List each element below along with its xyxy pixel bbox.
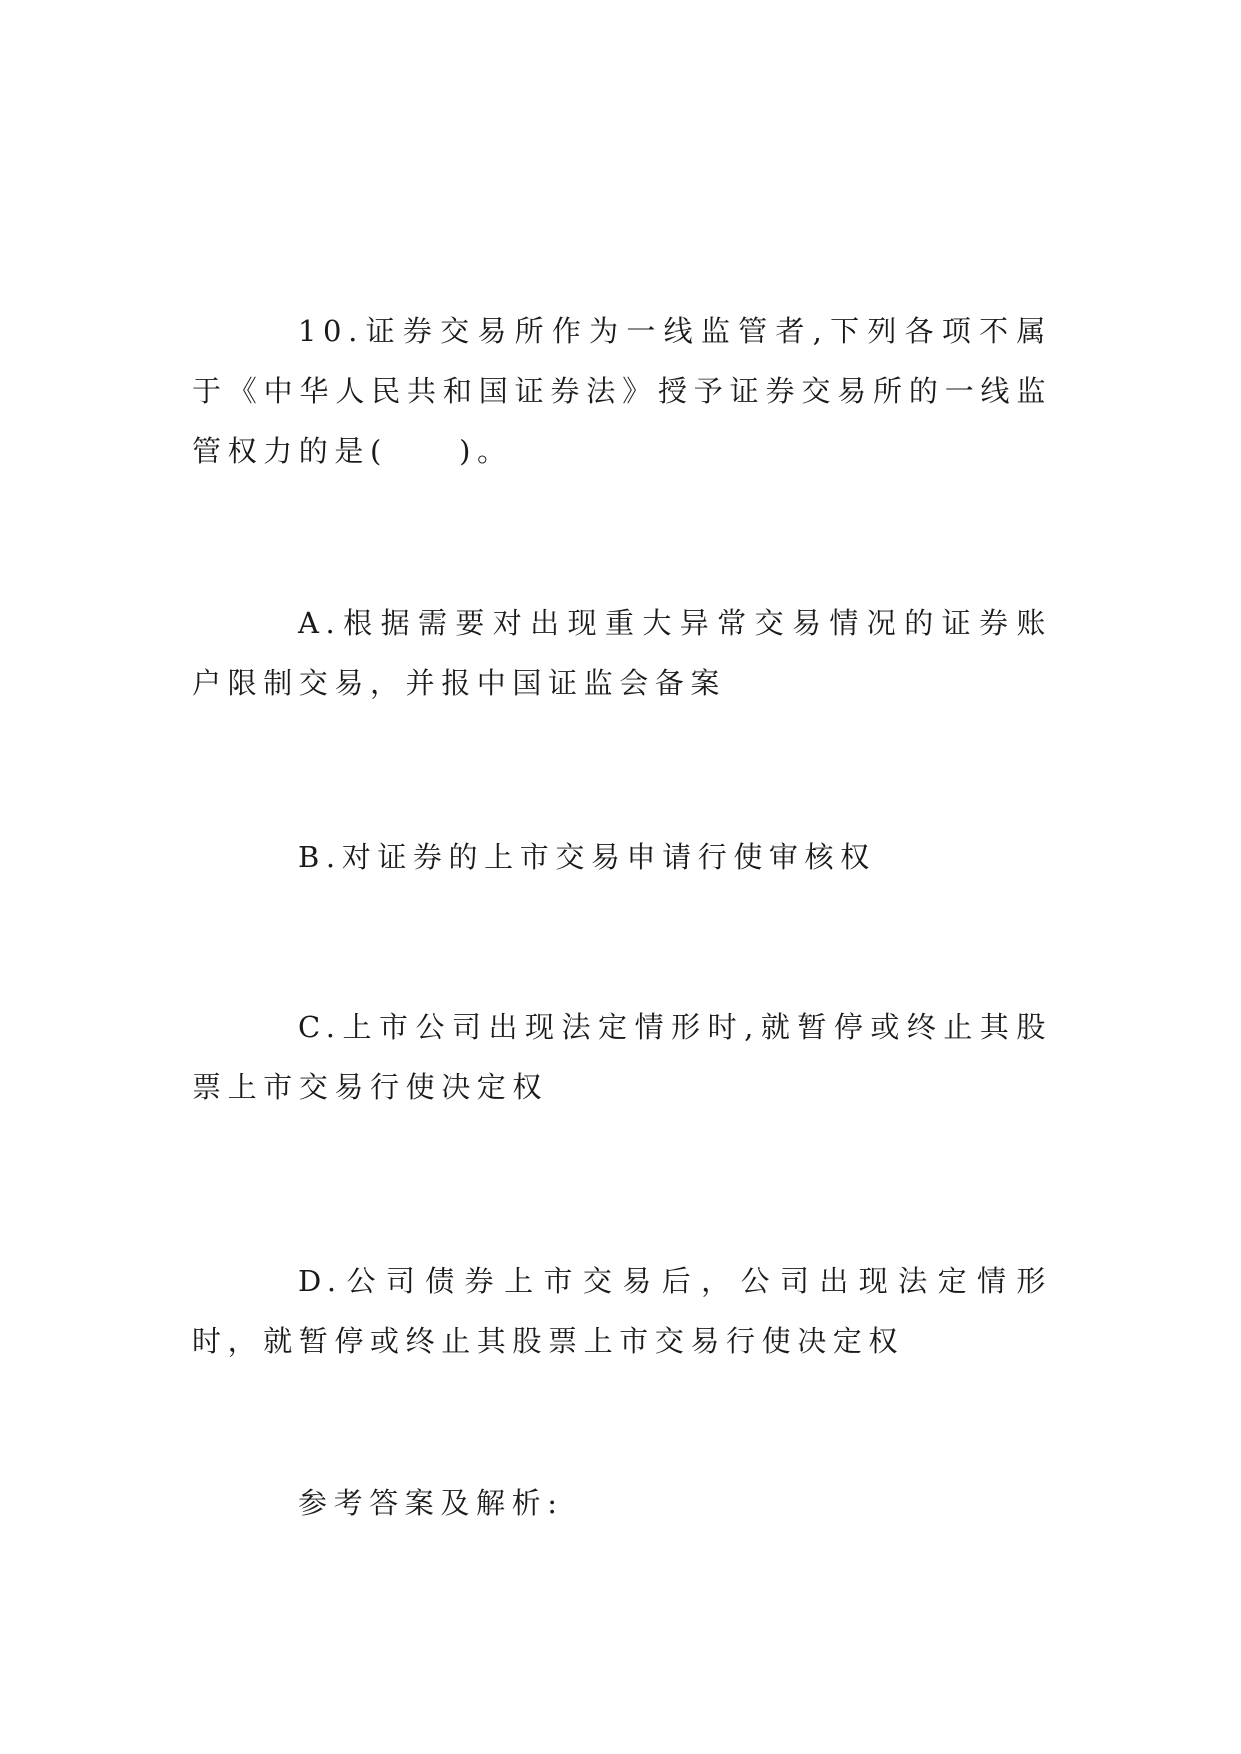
option-b: B.对证券的上市交易申请行使审核权 (298, 840, 876, 874)
option-d: D.公司债券上市交易后，公司出现法定情形时，就暂停或终止其股票上市交易行使决定权 (192, 1264, 1052, 1358)
answer-heading: 参考答案及解析: (298, 1486, 564, 1520)
option-a: A.根据需要对出现重大异常交易情况的证券账户限制交易，并报中国证监会备案 (192, 606, 1052, 700)
question-text: 10.证券交易所作为一线监管者,下列各项不属于《中华人民共和国证券法》授予证券交易所的一线监管权力的是( )。 (192, 314, 1052, 468)
option-c: C.上市公司出现法定情形时,就暂停或终止其股票上市交易行使决定权 (192, 1010, 1052, 1104)
